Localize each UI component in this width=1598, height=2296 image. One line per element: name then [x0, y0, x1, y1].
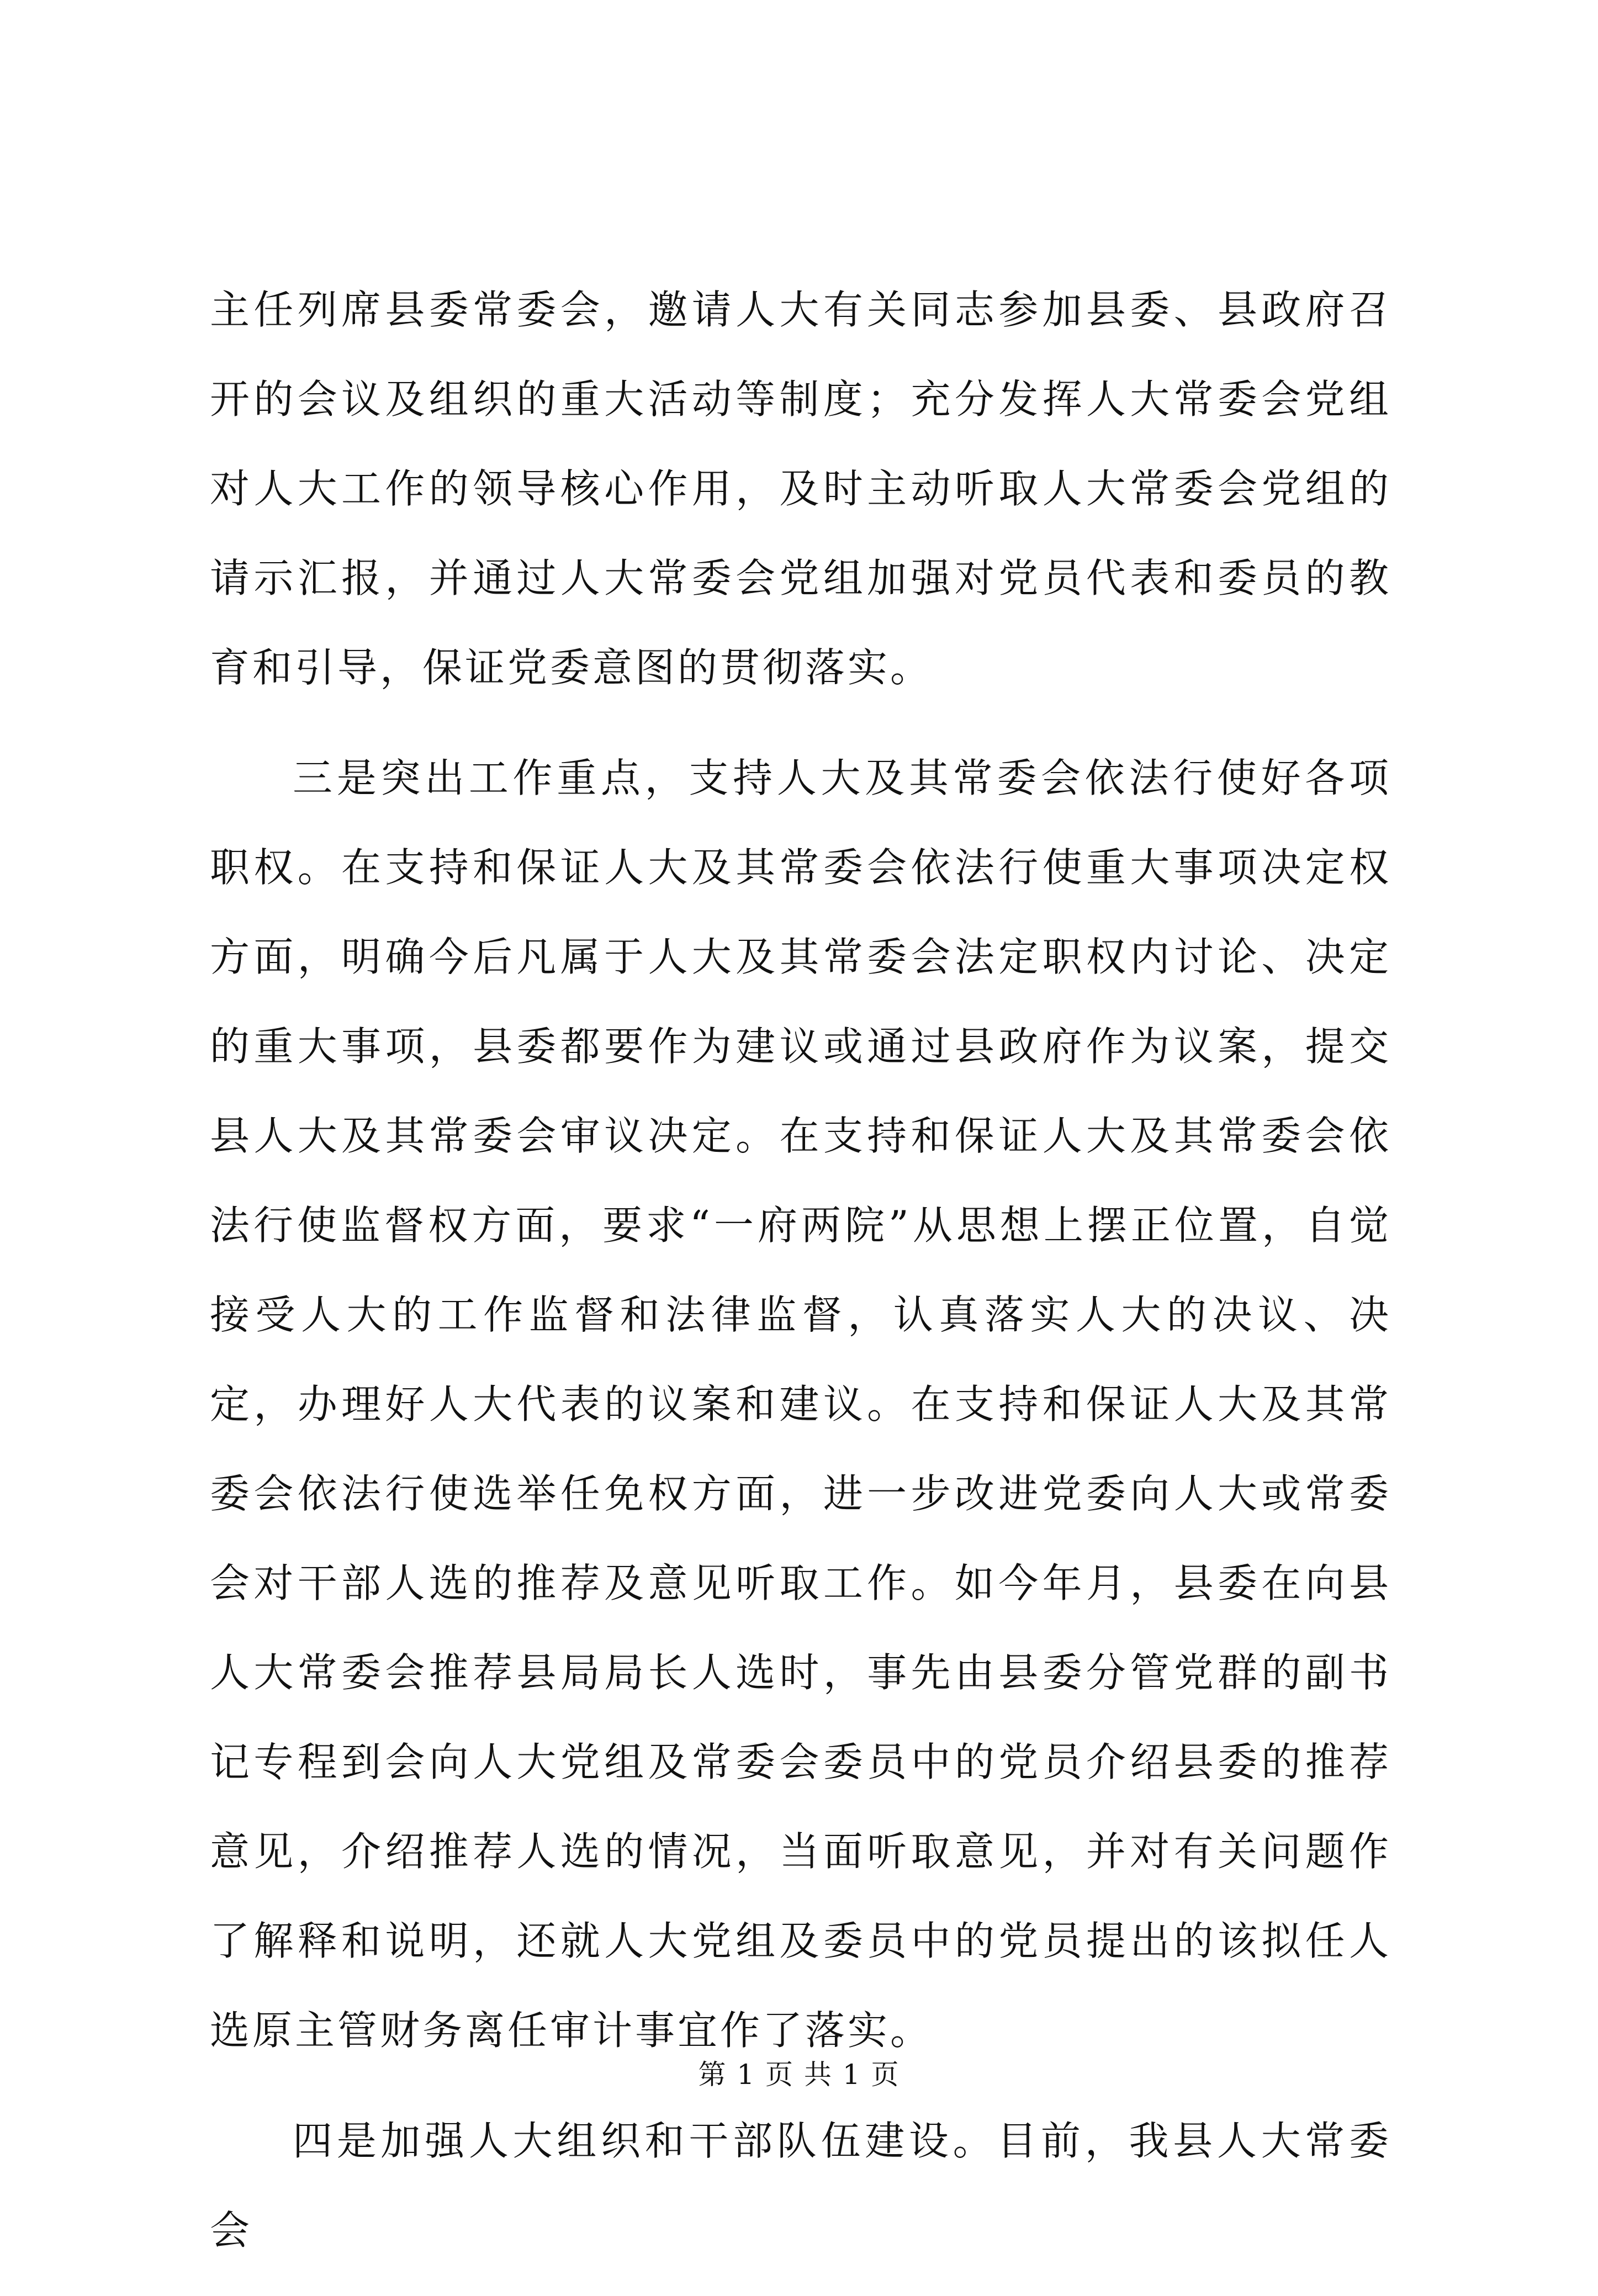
page-footer: 第 1 页 共 1 页	[698, 2059, 900, 2091]
paragraph-point-three: 三是突出工作重点，支持人大及其常委会依法行使好各项职权。在支持和保证人大及其常委会依法行使重大事项决定权方面，明确今后凡属于人大及其常委会法定职权内讨论、决定的重大事项，县委都要作为建议或通过县政府作为议案，提交县人大及其常委会审议决定。在支持和保证人大及其常委会依法行使监督权方面，要求“一府两院”从思想上摆正位置，自觉接受人大的工作监督和法律监督，认真落实人大的决议、决定，办理好人大代表的议案和建议。在支持和保证人大及其常委会依法行使选举任免权方面，进一步改进党委向人大或常委会对干部人选的推荐及意见听取工作。如今年月，县委在向县人大常委会推荐县局局长人选时，事先由县委分管党群的副书记专程到会向人大党组及常委会委员中的党员介绍县委的推荐意见，介绍推荐人选的情况，当面听取意见，并对有关问题作了解释和说明，还就人大党组及委员中的党员提出的该拟任人选原主管财务离任审计事宜作了落实。	[210, 755, 1391, 2054]
document-body	[210, 265, 1391, 2296]
paragraph-point-four: 四是加强人大组织和干部队伍建设。目前，我县人大常委会	[210, 2118, 1391, 2253]
paragraph-continuation: 主任列席县委常委会，邀请人大有关同志参加县委、县政府召开的会议及组织的重大活动等制度；充分发挥人大常委会党组对人大工作的领导核心作用，及时主动听取人大常委会党组的请示汇报，并通过人大常委会党组加强对党员代表和委员的教育和引导，保证党委意图的贯彻落实。	[210, 287, 1391, 691]
